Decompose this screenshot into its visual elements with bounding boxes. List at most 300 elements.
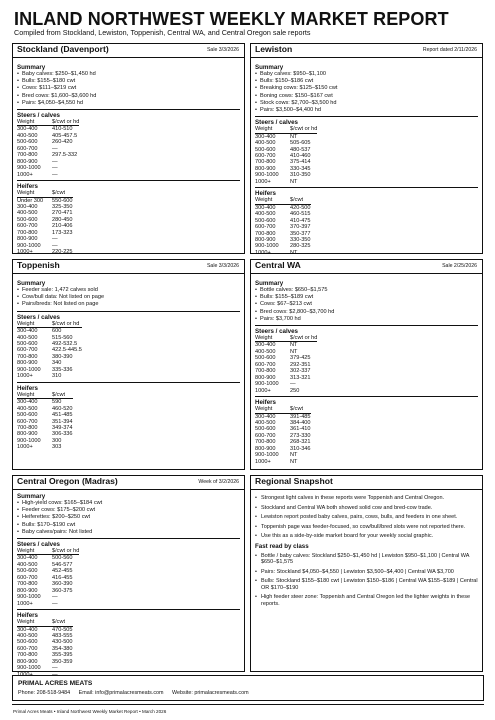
price-cell: 220-225 [52,249,73,256]
summary-list [255,287,478,323]
steers-heading: Steers / calves [17,541,61,549]
weight-cell: 400-500 [255,140,276,147]
steers-table [17,548,79,607]
weight-cell: 900-1000 [255,452,279,459]
weight-cell: 600-700 [17,223,38,230]
price-cell: 280-325 [290,243,311,250]
price-cell: 355-395 [52,652,73,659]
market-name: Toppenish [17,260,60,270]
weight-header: Weight [17,392,52,399]
weight-cell: 400-500 [17,561,38,568]
price-cell: 354-380 [52,645,73,652]
weight-cell: 300-400 [255,342,276,349]
weight-header: Weight [17,119,52,126]
weight-cell: 900-1000 [255,381,279,388]
weight-cell: 800-900 [17,587,38,594]
price-cell: 405-457.5 [52,132,78,139]
weight-cell: 600-700 [17,347,38,354]
weight-cell: 600-700 [17,418,38,425]
weight-cell: 300-400 [17,204,38,210]
price-cell: NT [290,342,298,349]
weight-cell: 700-800 [17,581,38,588]
price-cell: 430-500 [52,639,73,646]
list-item: • Cows: $111–$219 cwt [17,85,240,92]
footer-contact-box [12,675,484,701]
price-cell: 310 [52,373,62,380]
weight-cell: 1000+ [255,458,271,465]
weight-cell: 700-800 [255,159,276,166]
divider [17,311,240,312]
weight-cell: 600-700 [17,574,38,581]
snapshot-title: Regional Snapshot [255,476,333,486]
weight-cell: 1000+ [17,600,33,607]
summary-list [255,71,478,114]
weight-cell: 900-1000 [255,243,279,250]
weight-cell: 1000+ [17,171,33,178]
price-cell: 340 [52,360,62,367]
weight-cell: 500-600 [17,139,38,146]
weight-cell: 500-600 [17,216,38,223]
list-item: • Bulls: $170–$190 cwt [17,522,240,529]
weight-cell: 700-800 [255,230,276,237]
price-cell: 416-455 [52,574,73,581]
weight-cell: 400-500 [17,633,38,639]
list-item: • Breaking cows: $125–$150 cwt [255,85,478,92]
price-cell: 550-600 [52,197,73,204]
price-cell: 280-450 [52,216,73,223]
price-cell: NT [290,133,298,140]
summary-heading: Summary [17,493,46,500]
weight-cell: 300-400 [17,626,38,633]
weight-header: Weight [17,548,52,555]
price-cell: 460-515 [290,211,311,218]
weight-cell: 400-500 [255,420,276,426]
table-row [17,373,82,379]
weight-cell: 500-600 [255,217,276,224]
steers-heading: Steers / calves [17,112,61,120]
price-cell: 452-455 [52,568,73,575]
weight-header: Weight [255,406,290,413]
table-row [17,197,73,204]
price-header: $/cwt or hd [290,126,318,133]
weight-cell: 300-400 [17,126,38,133]
footer-contact [18,690,256,696]
price-header: $/cwt [290,406,311,413]
list-item: • Stock cows: $2,700–$3,500 hd [255,100,478,107]
divider [17,382,240,383]
price-cell: 451-485 [52,412,73,419]
fast-read-list [255,553,478,608]
divider [255,325,478,326]
steers-heading: Steers / calves [17,313,61,321]
heifers-heading: Heifers [255,399,276,407]
price-cell: NT [290,458,298,465]
weight-cell: 900-1000 [17,165,41,172]
market-card-central-wa [250,259,483,470]
list-item: • Baby calves: $250–$1,450 hd [17,71,240,78]
weight-cell: 600-700 [255,432,276,439]
heifers-heading: Heifers [17,384,38,392]
weight-cell: 1000+ [17,373,33,380]
price-cell: — [52,665,58,672]
price-cell: — [52,600,58,607]
price-cell: 350-359 [52,658,73,665]
weight-cell: 1000+ [17,249,33,256]
list-item: • Bulls: $155–$189 cwt [255,294,478,301]
weight-cell: 800-900 [255,237,276,244]
price-cell: — [52,165,58,172]
weight-cell: 700-800 [255,439,276,446]
price-cell: 302-337 [290,368,311,375]
weight-cell: 400-500 [17,210,38,217]
steers-table [255,126,317,185]
weight-cell: 400-500 [255,211,276,218]
price-cell: 492-532.5 [52,340,78,347]
weight-cell: 400-500 [17,132,38,139]
price-cell: 349-374 [52,424,73,431]
table-row [17,444,73,450]
card-body [13,274,244,451]
price-cell: — [52,145,58,152]
list-item: • Cows: $67–$213 cwt [255,301,478,308]
weight-cell: 700-800 [17,424,38,431]
page-title: INLAND NORTHWEST WEEKLY MARKET REPORT [14,9,449,29]
list-item: • Lewiston report posted baby calves, pairs, cows, bulls, and feeders in one sheet. [255,514,478,521]
list-item: • Baby calves: $950–$1,100 [255,71,478,78]
summary-heading: Summary [255,280,284,287]
list-item: • Feeder sale: 1,472 calves sold [17,287,240,294]
price-cell: 410-510 [52,126,73,133]
heifers-heading: Heifers [17,612,38,620]
weight-cell: 600-700 [17,645,38,652]
market-card-stockland [12,43,245,254]
price-cell: 268-321 [290,439,311,446]
price-cell: 420-500 [290,204,311,211]
footer-website[interactable]: Website: primalacresmeats.com [172,690,249,696]
price-cell: 306-336 [52,431,73,438]
price-cell: — [52,242,58,249]
card-body [13,490,244,678]
price-cell: 410-475 [290,217,311,224]
card-body [13,58,244,256]
footer-phone: Phone: 208-518-9484 [18,690,71,696]
weight-cell: 900-1000 [17,594,41,601]
market-card-lewiston [250,43,483,254]
weight-cell: 1000+ [17,444,33,451]
weight-cell: 300-400 [17,399,38,406]
price-header: $/cwt or hd [52,548,80,555]
price-cell: 292-351 [290,361,311,368]
weight-header: Weight [17,190,52,197]
weight-cell: 800-900 [255,165,276,172]
price-cell: 515-560 [52,334,73,341]
table-row [17,626,73,633]
card-header [251,260,482,274]
list-item: • High-yield cows: $165–$184 cwt [17,500,240,507]
weight-cell: 300-400 [255,413,276,420]
footer-divider [12,704,484,705]
weight-cell: 700-800 [17,152,38,159]
page-subtitle: Compiled from Stockland, Lewiston, Toppenish, Central WA, and Central Oregon sale reports [14,28,311,37]
price-cell: 505-605 [290,140,311,147]
price-cell: — [52,171,58,178]
weight-cell: 800-900 [17,158,38,165]
price-cell: NT [290,249,298,256]
summary-list [17,500,240,536]
price-cell: 335-336 [52,366,73,373]
divider [17,609,240,610]
list-item: • Feeder cows: $175–$200 cwt [17,507,240,514]
divider [255,116,478,117]
weight-cell: 500-600 [17,412,38,419]
weight-cell: 600-700 [17,145,38,152]
price-cell: 330-345 [290,165,311,172]
list-item: • Stockland and Central WA both showed solid cow and bred-cow trade. [255,505,478,512]
weight-cell: 800-900 [17,360,38,367]
heifers-table [255,406,311,465]
weight-cell: 700-800 [17,229,38,236]
market-date: Week of 3/2/2026 [198,479,239,485]
price-cell: 483-555 [52,633,73,639]
market-name: Central Oregon (Madras) [17,476,118,486]
table-row [255,388,317,394]
weight-header: Weight [255,197,290,204]
table-row [17,601,79,607]
price-cell: 350-377 [290,230,311,237]
card-body [251,490,482,607]
price-cell: 546-577 [52,561,73,568]
table-row [17,399,73,406]
card-body [251,274,482,465]
list-item: • High feeder steer zone: Toppenish and Central Oregon led the lighter weights in these reports. [255,594,478,607]
heifers-table [255,197,311,256]
price-cell: NT [290,452,298,459]
weight-cell: 400-500 [255,348,276,355]
price-cell: 391-485 [290,413,311,420]
list-item: • Bottle calves: $650–$1,575 [255,287,478,294]
summary-list [17,71,240,107]
summary-heading: Summary [17,64,46,71]
weight-cell: 900-1000 [17,665,41,672]
list-item: • Boning cows: $150–$167 cwt [255,93,478,100]
table-row [17,126,79,133]
weight-cell: 1000+ [255,178,271,185]
market-date: Sale 2/25/2026 [442,263,477,269]
weight-cell: 600-700 [255,224,276,231]
weight-cell: 300-400 [17,328,38,335]
card-header [251,44,482,58]
price-cell: 410-460 [290,153,311,160]
weight-cell: 800-900 [255,445,276,452]
list-item: • Bred cows: $1,600–$3,600 hd [17,93,240,100]
list-item: • Pairs: Stockland $4,050–$4,550 | Lewiston $3,500–$4,400 | Central WA $3,700 [255,569,478,576]
weight-cell: 400-500 [17,405,38,412]
snapshot-list [255,495,478,540]
regional-snapshot-card [250,475,483,672]
table-row [255,250,311,256]
list-item: • Baby calves/pairs: Not listed [17,529,240,536]
price-cell: 600 [52,328,62,335]
price-header: $/cwt [52,190,73,197]
footer-brand: PRIMAL ACRES MEATS [18,680,93,687]
table-row [17,249,73,255]
price-cell: 173-323 [52,229,73,236]
price-cell: 210-406 [52,223,73,230]
table-row [17,328,82,335]
price-cell: 303 [52,444,62,451]
divider [255,187,478,188]
heifers-heading: Heifers [255,190,276,198]
market-card-toppenish [12,259,245,470]
weight-cell: 900-1000 [17,242,41,249]
price-cell: 500-560 [52,555,73,562]
list-item: • Bulls: $150–$186 cwt [255,78,478,85]
summary-heading: Summary [255,64,284,71]
price-cell: NT [290,178,298,185]
list-item: • Pairs: $3,500–$4,400 hd [255,107,478,114]
price-header: $/cwt [52,392,73,399]
weight-cell: 800-900 [17,658,38,665]
price-cell: 460-520 [52,405,73,412]
price-cell: 370-397 [290,224,311,231]
table-row [255,179,317,185]
weight-cell: 300-400 [255,133,276,140]
price-cell: — [52,594,58,601]
list-item: • Toppenish page was feeder-focused, so cow/bull/bred slots were not reported there. [255,524,478,531]
weight-cell: 500-600 [255,146,276,153]
market-name: Lewiston [255,44,293,54]
weight-cell: Under 300 [17,197,44,204]
price-cell: 470-505 [52,626,73,633]
weight-cell: 800-900 [17,431,38,438]
list-item: • Bottle / baby calves: Stockland $250–$1,450 hd | Lewiston $950–$1,100 | Central WA $650–$1,575 [255,553,478,566]
footer-note: Primal Acres Meats • Inland Northwest Weekly Market Report • March 2026 [13,709,167,714]
list-item: • Pairs/breds: Not listed on page [17,301,240,308]
price-cell: 384-400 [290,420,311,426]
weight-cell: 1000+ [255,387,271,394]
price-header: $/cwt or hd [52,119,80,126]
list-item: • Pairs: $3,700 hd [255,316,478,323]
table-row [255,342,317,349]
price-cell: 480-537 [290,146,311,153]
price-cell: 310-346 [290,445,311,452]
list-item: • Bred cows: $2,800–$3,700 hd [255,309,478,316]
weight-cell: 600-700 [255,361,276,368]
steers-heading: Steers / calves [255,328,299,336]
heifers-table [17,619,73,678]
weight-cell: 500-600 [255,426,276,433]
price-cell: 590 [52,399,62,406]
price-header: $/cwt or hd [290,335,318,342]
price-cell: 270-471 [52,210,73,217]
weight-cell: 500-600 [17,639,38,646]
footer-email[interactable]: Email: info@primalacresmeats.com [78,690,164,696]
price-cell: 310-350 [290,172,311,179]
price-cell: 379-425 [290,355,311,362]
card-header [13,476,244,490]
weight-cell: 500-600 [255,355,276,362]
price-cell: 360-375 [52,587,73,594]
price-cell: 361-410 [290,426,311,433]
weight-header: Weight [17,321,52,328]
price-cell: 360-390 [52,581,73,588]
price-cell: 297.5-332 [52,152,78,159]
card-header [13,44,244,58]
weight-cell: 900-1000 [17,437,41,444]
steers-heading: Steers / calves [255,119,299,127]
list-item: • Use this as a side-by-side market board for your weekly social graphic. [255,533,478,540]
price-cell: — [52,158,58,165]
market-name: Central WA [255,260,301,270]
price-cell: NT [290,348,298,355]
weight-header: Weight [255,335,290,342]
weight-cell: 800-900 [17,236,38,243]
market-date: Report dated 2/11/2026 [422,47,477,53]
price-cell: 422.5-445.5 [52,347,82,354]
weight-cell: 300-400 [255,204,276,211]
weight-header: Weight [17,619,52,626]
weight-cell: 700-800 [17,652,38,659]
divider [255,396,478,397]
market-date: Sale 3/3/2026 [206,47,239,53]
price-cell: 330-350 [290,237,311,244]
market-date: Sale 3/3/2026 [206,263,239,269]
steers-table [255,335,317,394]
heifers-heading: Heifers [17,183,38,191]
price-cell: 313-321 [290,374,311,381]
weight-cell: 500-600 [17,568,38,575]
weight-cell: 900-1000 [17,366,41,373]
divider [17,109,240,110]
weight-cell: 300-400 [17,555,38,562]
steers-table [17,119,79,178]
weight-cell: 900-1000 [255,172,279,179]
list-item: • Heiferettes: $200–$250 cwt [17,514,240,521]
price-header: $/cwt [52,619,73,626]
price-cell: 300 [52,437,62,444]
card-header [251,476,482,490]
card-body [251,58,482,256]
weight-cell: 1000+ [17,671,33,678]
list-item: • Bulls: $155–$180 cwt [17,78,240,85]
table-row [17,172,79,178]
price-cell: 375-414 [290,159,311,166]
table-row [255,413,311,420]
price-cell: 351-394 [52,418,73,425]
weight-cell: 500-600 [17,340,38,347]
price-cell: 380-390 [52,353,73,360]
price-header: $/cwt or hd [52,321,82,328]
heifers-table [17,190,73,256]
heifers-table [17,392,73,451]
price-cell: 250 [290,387,300,394]
price-cell: — [52,671,58,678]
weight-cell: 600-700 [255,153,276,160]
price-cell: 260-420 [52,139,73,146]
list-item: • Pairs: $4,050–$4,550 hd [17,100,240,107]
weight-cell: 700-800 [17,353,38,360]
list-item: • Strongest light calves in these reports were Toppenish and Central Oregon. [255,495,478,502]
fast-read-heading: Fast read by class [255,542,309,550]
list-item: • Bulls: Stockland $155–$180 cwt | Lewiston $150–$186 | Central WA $155–$189 | Central OR $170–$190 [255,578,478,591]
weight-cell: 700-800 [255,368,276,375]
divider [17,538,240,539]
table-row [255,459,311,465]
weight-cell: 800-900 [255,374,276,381]
list-item: • Cow/bull data: Not listed on page [17,294,240,301]
table-row [255,133,317,140]
price-header: $/cwt [290,197,311,204]
